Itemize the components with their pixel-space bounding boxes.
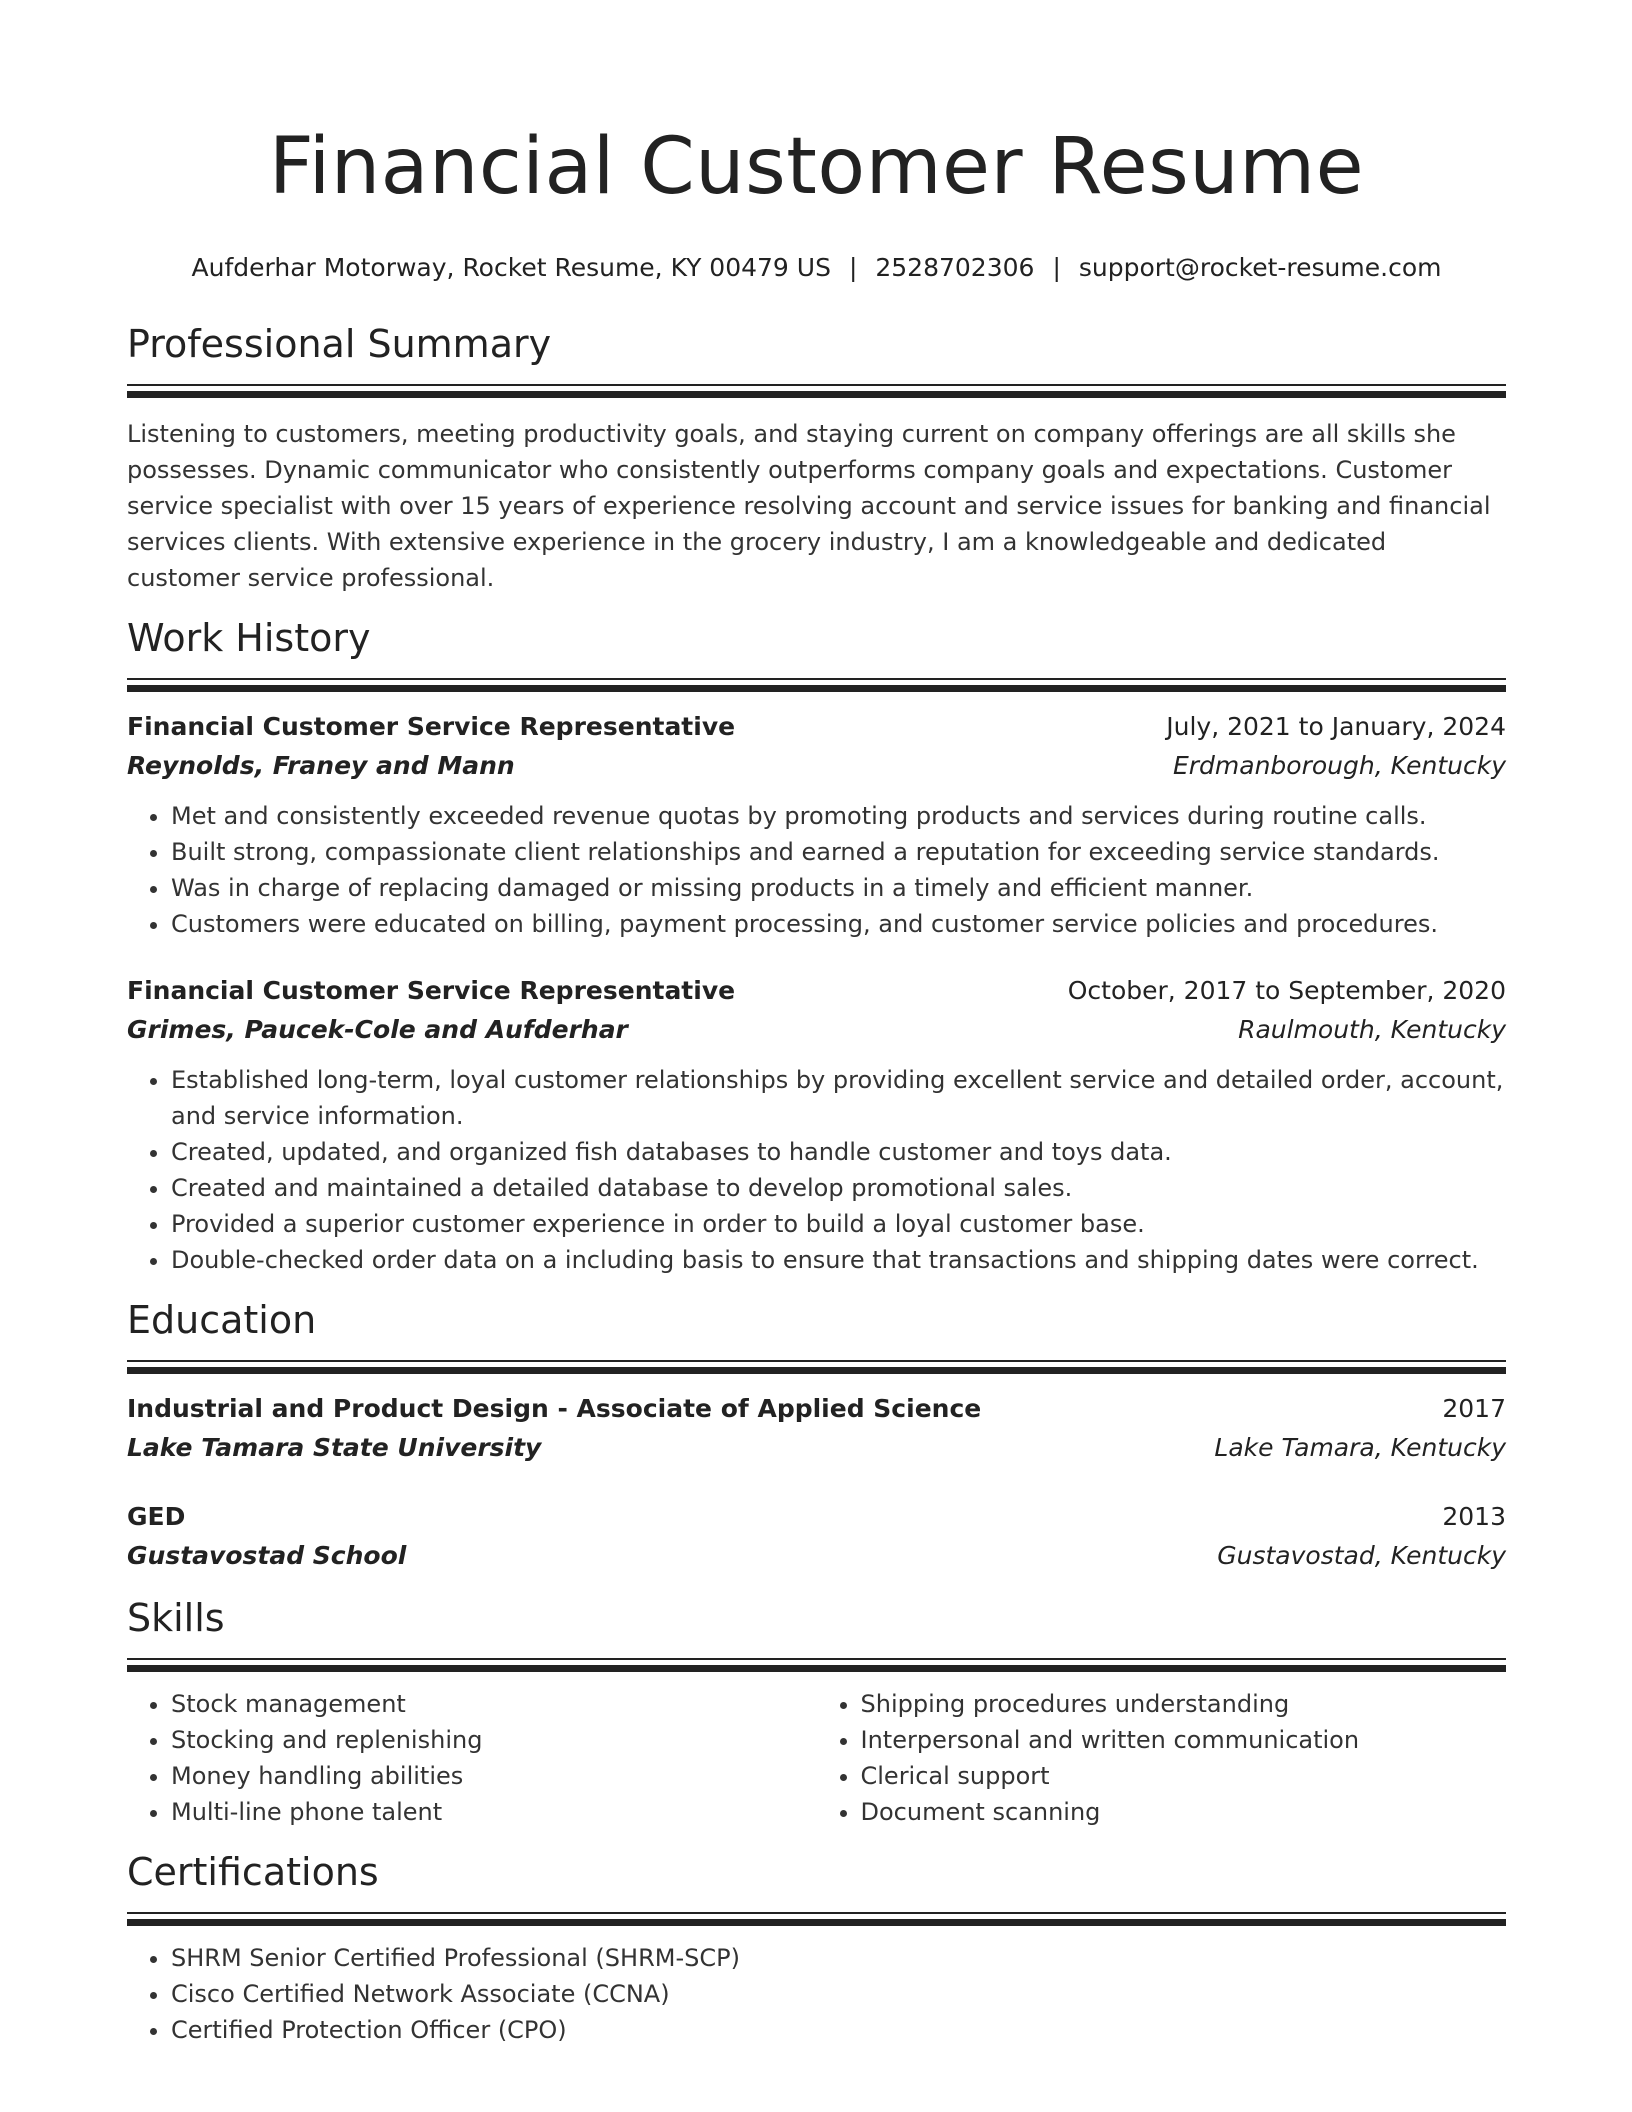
job-header-row [127,708,1506,746]
skill-item: • Document scanning [861,1794,1507,1830]
job-location: Raulmouth, Kentucky [1238,1015,1506,1044]
section-divider [127,384,1506,398]
skills-section [127,1592,1506,1830]
education-year: 2017 [1442,1394,1506,1423]
section-divider [127,1658,1506,1672]
skill-item: • Shipping procedures understanding [861,1686,1507,1722]
education-header-row [127,1390,1506,1428]
skill-item: • Clerical support [861,1758,1507,1794]
list-item: • Created and maintained a detailed database to develop promotional sales. [171,1170,1506,1206]
job-location: Erdmanborough, Kentucky [1172,751,1506,780]
section-divider [127,678,1506,692]
list-item: • Established long-term, loyal customer relationships by providing excellent service and detailed order, account, and service information. [171,1062,1506,1134]
section-divider [127,1912,1506,1926]
certification-item: • Cisco Certified Network Associate (CCNA) [171,1976,1506,2012]
school-name: Gustavostad School [127,1541,407,1570]
job-title: Financial Customer Service Representative [127,712,736,741]
degree-title: Industrial and Product Design - Associate of Applied Science [127,1394,982,1423]
job-bullets [127,1062,1506,1278]
list-item: • Met and consistently exceeded revenue quotas by promoting products and services during routine calls. [171,798,1506,834]
degree-title: GED [127,1502,186,1531]
work-history-heading: Work History [127,616,371,660]
job-company-row [127,1010,1506,1050]
work-history-section [127,612,1506,1278]
skills-heading: Skills [127,1596,225,1640]
certifications-list [127,1940,1506,2048]
section-divider [127,1360,1506,1374]
certification-item: • Certified Protection Officer (CPO) [171,2012,1506,2048]
school-name: Lake Tamara State University [127,1433,542,1462]
contact-address: Aufderhar Motorway, Rocket Resume, KY 00479 US [191,253,831,282]
contact-separator: | [1052,253,1061,282]
skill-item: • Interpersonal and written communication [861,1722,1507,1758]
skills-list-left [127,1686,817,1830]
certification-item: • SHRM Senior Certified Professional (SHRM-SCP) [171,1940,1506,1976]
job-dates: July, 2021 to January, 2024 [1166,712,1506,741]
education-entry [127,1498,1506,1576]
education-school-row [127,1428,1506,1468]
list-item: • Double-checked order data on a including basis to ensure that transactions and shipping dates were correct. [171,1242,1506,1278]
list-item: • Built strong, compassionate client relationships and earned a reputation for exceeding service standards. [171,834,1506,870]
summary-heading: Professional Summary [127,322,552,366]
contact-info [127,250,1506,286]
skill-item: • Stock management [171,1686,817,1722]
resume-title: Financial Customer Resume [268,122,1365,212]
contact-separator: | [848,253,858,282]
skill-item: • Multi-line phone talent [171,1794,817,1830]
job-company-row [127,746,1506,786]
education-school-row [127,1536,1506,1576]
skill-item: • Money handling abilities [171,1758,817,1794]
skills-list-right [817,1686,1507,1830]
certifications-section [127,1846,1506,2048]
school-location: Gustavostad, Kentucky [1217,1541,1506,1570]
summary-section [127,318,1506,596]
job-header-row [127,972,1506,1010]
certifications-heading: Certifications [127,1850,379,1894]
job-bullets [127,798,1506,942]
education-entry [127,1390,1506,1468]
list-item: • Customers were educated on billing, payment processing, and customer service policies and procedures. [171,906,1506,942]
education-year: 2013 [1442,1502,1506,1531]
list-item: • Was in charge of replacing damaged or missing products in a timely and efficient manner. [171,870,1506,906]
education-header-row [127,1498,1506,1536]
job-entry [127,708,1506,942]
summary-text: Listening to customers, meeting productivity goals, and staying current on company offerings are all skills she possesses. Dynamic communicator who consistently outperforms company goals and expectations. Customer service specialist with over 15 years of experience resolving account and service issues for banking and financial services clients. With extensive experience in the grocery industry, I am a knowledgeable and dedicated customer service professional. [127,420,1491,592]
company-name: Reynolds, Franey and Mann [127,751,515,780]
contact-email: support@rocket-resume.com [1078,253,1442,282]
skills-grid [127,1686,1506,1830]
skill-item: • Stocking and replenishing [171,1722,817,1758]
contact-phone: 2528702306 [875,253,1035,282]
school-location: Lake Tamara, Kentucky [1214,1433,1506,1462]
education-section [127,1294,1506,1576]
education-heading: Education [127,1298,317,1342]
job-title: Financial Customer Service Representative [127,976,736,1005]
list-item: • Created, updated, and organized fish databases to handle customer and toys data. [171,1134,1506,1170]
job-entry [127,972,1506,1278]
list-item: • Provided a superior customer experience in order to build a loyal customer base. [171,1206,1506,1242]
job-dates: October, 2017 to September, 2020 [1067,976,1506,1005]
company-name: Grimes, Paucek-Cole and Aufderhar [127,1015,628,1044]
